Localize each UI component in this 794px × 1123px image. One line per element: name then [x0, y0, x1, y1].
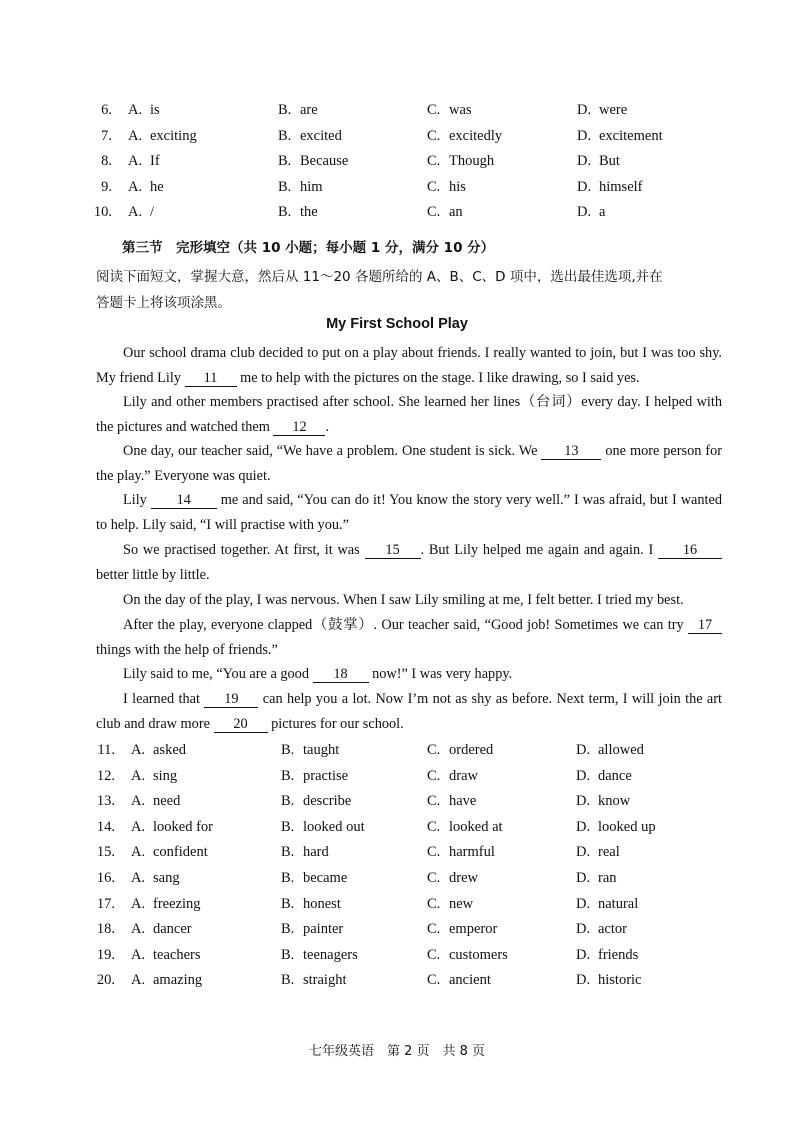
- option-a: [131, 944, 201, 966]
- option-b: [278, 176, 323, 198]
- option-d: [576, 918, 627, 940]
- option-b: [281, 816, 365, 838]
- option-letter: B.: [281, 818, 295, 835]
- option-letter: A.: [131, 895, 146, 912]
- option-letter: B.: [281, 895, 295, 912]
- option-text: sing: [153, 767, 178, 784]
- option-d: [576, 969, 642, 991]
- question-row: [0, 176, 794, 198]
- text: now!” I was very happy.: [372, 666, 513, 682]
- option-text: practise: [303, 767, 349, 784]
- question-row: [0, 125, 794, 147]
- option-letter: B.: [281, 946, 295, 963]
- option-a: [131, 918, 192, 940]
- option-letter: B.: [278, 127, 292, 144]
- option-a: [128, 150, 160, 172]
- option-text: excitedly: [449, 127, 503, 144]
- text: I learned that: [123, 691, 200, 707]
- option-letter: C.: [427, 972, 441, 989]
- option-text: confident: [153, 844, 208, 861]
- text: After the play, everyone clapped（鼓掌）. Our teacher said, “Good job! Sometimes we can try: [123, 617, 684, 633]
- option-text: asked: [153, 742, 187, 758]
- option-letter: D.: [576, 742, 591, 758]
- text: can help you a lot. Now I’m not as shy as before. Next term, I will join the art club and draw more: [96, 691, 723, 732]
- option-d: [576, 790, 630, 812]
- question-number: 11.: [97, 742, 115, 758]
- question-number: 15.: [96, 844, 115, 861]
- option-letter: A.: [128, 127, 143, 144]
- question-number: 14.: [96, 818, 115, 835]
- option-c: [427, 893, 473, 915]
- option-letter: B.: [278, 204, 292, 221]
- option-text: dance: [598, 767, 632, 784]
- option-letter: A.: [131, 972, 146, 989]
- option-c: [427, 816, 503, 838]
- question-row: [0, 150, 794, 172]
- option-letter: B.: [281, 793, 295, 810]
- option-b: [281, 739, 339, 761]
- option-text: harmful: [449, 844, 495, 861]
- text: better little by little.: [96, 566, 210, 583]
- option-letter: B.: [278, 178, 292, 195]
- option-d: [576, 841, 620, 863]
- option-d: [576, 944, 638, 966]
- option-text: painter: [303, 921, 344, 938]
- option-letter: C.: [427, 870, 441, 886]
- option-d: [576, 816, 656, 838]
- option-a: [128, 201, 154, 223]
- question-row: [0, 739, 794, 761]
- option-letter: A.: [128, 178, 143, 195]
- question-row: [0, 816, 794, 838]
- option-text: actor: [598, 921, 627, 938]
- paragraph-1: [96, 341, 722, 390]
- option-letter: D.: [576, 870, 591, 886]
- option-text: taught: [303, 742, 340, 758]
- option-d: [577, 150, 620, 172]
- question-row: [0, 841, 794, 863]
- option-c: [427, 739, 493, 761]
- option-letter: D.: [577, 153, 592, 170]
- text: One day, our teacher said, “We have a problem. One student is sick. We: [123, 443, 538, 459]
- option-text: have: [449, 793, 477, 810]
- blank-18: 18: [313, 666, 369, 683]
- option-letter: C.: [427, 178, 441, 195]
- option-c: [427, 150, 494, 172]
- option-text: an: [449, 204, 463, 221]
- option-a: [131, 765, 177, 787]
- option-b: [281, 918, 343, 940]
- paragraph-6: [96, 588, 722, 613]
- question-number: 19.: [96, 946, 115, 963]
- option-text: is: [150, 102, 160, 118]
- question-row: [0, 969, 794, 991]
- option-text: But: [599, 153, 620, 170]
- option-letter: A.: [128, 153, 143, 170]
- option-text: the: [300, 204, 318, 221]
- option-b: [278, 150, 348, 172]
- option-text: looked out: [303, 818, 365, 835]
- option-b: [281, 944, 358, 966]
- paragraph-8: [96, 662, 722, 687]
- question-row: [0, 790, 794, 812]
- question-row: [0, 867, 794, 889]
- question-number: 13.: [96, 793, 115, 810]
- option-text: describe: [303, 793, 352, 810]
- option-letter: B.: [281, 844, 295, 861]
- text: pictures for our school.: [271, 715, 404, 732]
- option-text: Though: [449, 153, 495, 170]
- option-text: allowed: [598, 742, 644, 758]
- option-a: [128, 125, 197, 147]
- option-text: he: [150, 178, 164, 195]
- option-c: [427, 99, 472, 121]
- option-b: [278, 201, 318, 223]
- option-text: looked at: [449, 818, 503, 835]
- question-number: 6.: [101, 102, 112, 118]
- blank-11: 11: [185, 370, 237, 387]
- option-letter: C.: [427, 127, 441, 144]
- option-a: [131, 790, 180, 812]
- option-text: natural: [598, 895, 639, 912]
- option-d: [577, 99, 627, 121]
- blank-20: 20: [214, 716, 268, 733]
- option-b: [281, 790, 351, 812]
- text: one more person for the play.” Everyone was quiet.: [96, 443, 722, 484]
- option-a: [131, 969, 202, 991]
- section-title: 第三节 完形填空（共 10 小题；每小题 1 分，满分 10 分）: [122, 240, 495, 256]
- question-number: 17.: [96, 895, 115, 912]
- text: Our school drama club decided to put on a play about friends. I really wanted to join, but I was too shy. My friend Lily: [96, 345, 722, 386]
- question-number: 8.: [101, 153, 112, 170]
- question-row: [0, 893, 794, 915]
- option-c: [427, 765, 478, 787]
- option-letter: B.: [281, 921, 295, 938]
- option-text: draw: [449, 767, 478, 784]
- paragraph-9: [96, 687, 722, 736]
- blank-12: 12: [273, 419, 325, 436]
- option-letter: A.: [131, 742, 146, 758]
- option-text: know: [598, 793, 631, 810]
- option-c: [427, 125, 502, 147]
- page-footer: 七年级英语 第 2 页 共 8 页: [308, 1044, 486, 1059]
- option-text: need: [153, 793, 181, 810]
- option-text: excitement: [599, 127, 663, 144]
- option-letter: B.: [281, 870, 295, 886]
- option-text: dancer: [153, 921, 192, 938]
- option-a: [131, 816, 213, 838]
- option-letter: D.: [577, 204, 592, 221]
- option-d: [577, 125, 663, 147]
- option-c: [427, 867, 478, 889]
- option-b: [281, 893, 341, 915]
- option-letter: C.: [427, 153, 441, 170]
- option-letter: D.: [576, 921, 591, 938]
- paragraph-4: [96, 488, 722, 537]
- text: So we practised together. At first, it was: [123, 542, 360, 558]
- text: things with the help of friends.”: [96, 641, 278, 658]
- option-a: [131, 893, 201, 915]
- blank-14: 14: [151, 492, 217, 509]
- option-text: was: [449, 102, 472, 118]
- option-text: teenagers: [303, 946, 358, 963]
- question-number: 20.: [96, 972, 115, 989]
- question-number: 18.: [96, 921, 115, 938]
- option-c: [427, 176, 466, 198]
- instruction-line-2: 答题卡上将该项涂黑。: [96, 295, 231, 311]
- option-text: excited: [300, 127, 342, 144]
- option-b: [281, 867, 347, 889]
- option-text: customers: [449, 946, 508, 963]
- blank-16: 16: [658, 542, 722, 559]
- option-letter: A.: [128, 102, 143, 118]
- option-letter: A.: [131, 921, 146, 938]
- option-letter: D.: [576, 895, 591, 912]
- option-text: ordered: [449, 742, 494, 758]
- text: Lily and other members practised after school. She learned her lines（台词）every day. I helped with the pictures and watched them: [96, 394, 722, 435]
- option-letter: D.: [576, 767, 591, 784]
- option-d: [577, 201, 605, 223]
- option-text: real: [598, 844, 620, 861]
- option-letter: D.: [576, 946, 591, 963]
- option-a: [131, 841, 208, 863]
- option-letter: B.: [281, 972, 295, 989]
- option-letter: C.: [427, 204, 441, 221]
- option-letter: D.: [576, 972, 591, 989]
- option-letter: A.: [128, 204, 143, 221]
- option-letter: C.: [427, 818, 441, 835]
- option-letter: A.: [131, 946, 146, 963]
- option-letter: D.: [576, 818, 591, 835]
- question-row: [0, 944, 794, 966]
- option-text: became: [303, 870, 348, 886]
- option-c: [427, 790, 476, 812]
- option-letter: C.: [427, 921, 441, 938]
- option-text: freezing: [153, 895, 201, 912]
- option-b: [281, 765, 348, 787]
- option-text: looked up: [598, 818, 656, 835]
- blank-15: 15: [365, 542, 421, 559]
- instruction-line-1: 阅读下面短文，掌握大意，然后从 11～20 各题所给的 A、B、C、D 项中，选出最佳选项,并在: [96, 269, 663, 285]
- text: . But Lily helped me again and again. I: [420, 542, 654, 558]
- option-letter: C.: [427, 844, 441, 861]
- option-letter: D.: [577, 102, 592, 118]
- option-c: [427, 969, 491, 991]
- option-b: [278, 125, 342, 147]
- option-text: his: [449, 178, 466, 195]
- option-letter: B.: [278, 153, 292, 170]
- option-text: straight: [303, 972, 347, 989]
- option-letter: C.: [427, 946, 441, 963]
- text: On the day of the play, I was nervous. When I saw Lily smiling at me, I felt better. I tried my best.: [123, 592, 684, 608]
- passage-title: My First School Play: [326, 316, 468, 332]
- option-text: looked for: [153, 818, 213, 835]
- option-text: sang: [153, 870, 180, 886]
- option-text: ran: [598, 870, 617, 886]
- option-text: were: [599, 102, 628, 118]
- option-letter: C.: [427, 767, 441, 784]
- option-text: friends: [598, 946, 639, 963]
- option-text: teachers: [153, 946, 201, 963]
- question-number: 10.: [93, 204, 112, 221]
- option-letter: C.: [427, 793, 441, 810]
- option-letter: C.: [427, 742, 441, 758]
- question-number: 12.: [96, 767, 115, 784]
- option-letter: C.: [427, 102, 441, 118]
- blank-17: 17: [688, 617, 722, 634]
- option-letter: D.: [576, 793, 591, 810]
- option-letter: B.: [278, 102, 292, 118]
- option-c: [427, 841, 495, 863]
- text: Lily said to me, “You are a good: [123, 666, 309, 682]
- option-text: a: [599, 204, 606, 221]
- question-number: 7.: [101, 127, 112, 144]
- option-c: [427, 944, 508, 966]
- option-text: exciting: [150, 127, 197, 144]
- option-text: hard: [303, 844, 329, 861]
- text: me and said, “You can do it! You know the story very well.” I was afraid, but I wanted to help. Lily said, “I will practise with you.”: [96, 492, 723, 533]
- paragraph-2: [96, 390, 722, 439]
- option-text: historic: [598, 972, 642, 989]
- paragraph-7: [96, 613, 722, 662]
- option-letter: D.: [577, 127, 592, 144]
- option-letter: D.: [576, 844, 591, 861]
- option-text: honest: [303, 895, 341, 912]
- option-text: himself: [599, 178, 643, 195]
- option-text: new: [449, 895, 474, 912]
- option-c: [427, 201, 463, 223]
- text: Lily: [123, 492, 147, 508]
- text: me to help with the pictures on the stage. I like drawing, so I said yes.: [240, 369, 640, 386]
- option-text: Because: [300, 153, 349, 170]
- option-letter: A.: [131, 767, 146, 784]
- option-letter: A.: [131, 793, 146, 810]
- option-c: [427, 918, 497, 940]
- option-text: him: [300, 178, 323, 195]
- question-row: [0, 99, 794, 121]
- option-letter: A.: [131, 818, 146, 835]
- option-text: are: [300, 102, 318, 118]
- paragraph-3: [96, 439, 722, 488]
- question-row: [0, 765, 794, 787]
- option-text: amazing: [153, 972, 203, 989]
- option-letter: A.: [131, 844, 146, 861]
- option-letter: D.: [577, 178, 592, 195]
- option-letter: B.: [281, 742, 295, 758]
- option-text: drew: [449, 870, 478, 886]
- paragraph-5: [96, 538, 722, 587]
- option-b: [281, 969, 347, 991]
- text: .: [325, 418, 330, 435]
- option-b: [281, 841, 329, 863]
- option-text: emperor: [449, 921, 498, 938]
- blank-19: 19: [204, 691, 258, 708]
- option-d: [576, 867, 617, 889]
- option-letter: C.: [427, 895, 441, 912]
- option-text: ancient: [449, 972, 491, 989]
- option-b: [278, 99, 318, 121]
- option-letter: A.: [131, 870, 146, 886]
- option-a: [131, 739, 186, 761]
- option-a: [128, 99, 160, 121]
- question-number: 9.: [101, 178, 112, 195]
- blank-13: 13: [541, 443, 601, 460]
- option-a: [128, 176, 164, 198]
- option-text: If: [150, 153, 160, 170]
- question-number: 16.: [96, 870, 115, 886]
- option-text: /: [150, 204, 155, 221]
- option-d: [576, 765, 632, 787]
- option-d: [577, 176, 643, 198]
- question-row: [0, 201, 794, 223]
- option-d: [576, 739, 644, 761]
- question-row: [0, 918, 794, 940]
- option-d: [576, 893, 638, 915]
- option-letter: B.: [281, 767, 295, 784]
- option-a: [131, 867, 180, 889]
